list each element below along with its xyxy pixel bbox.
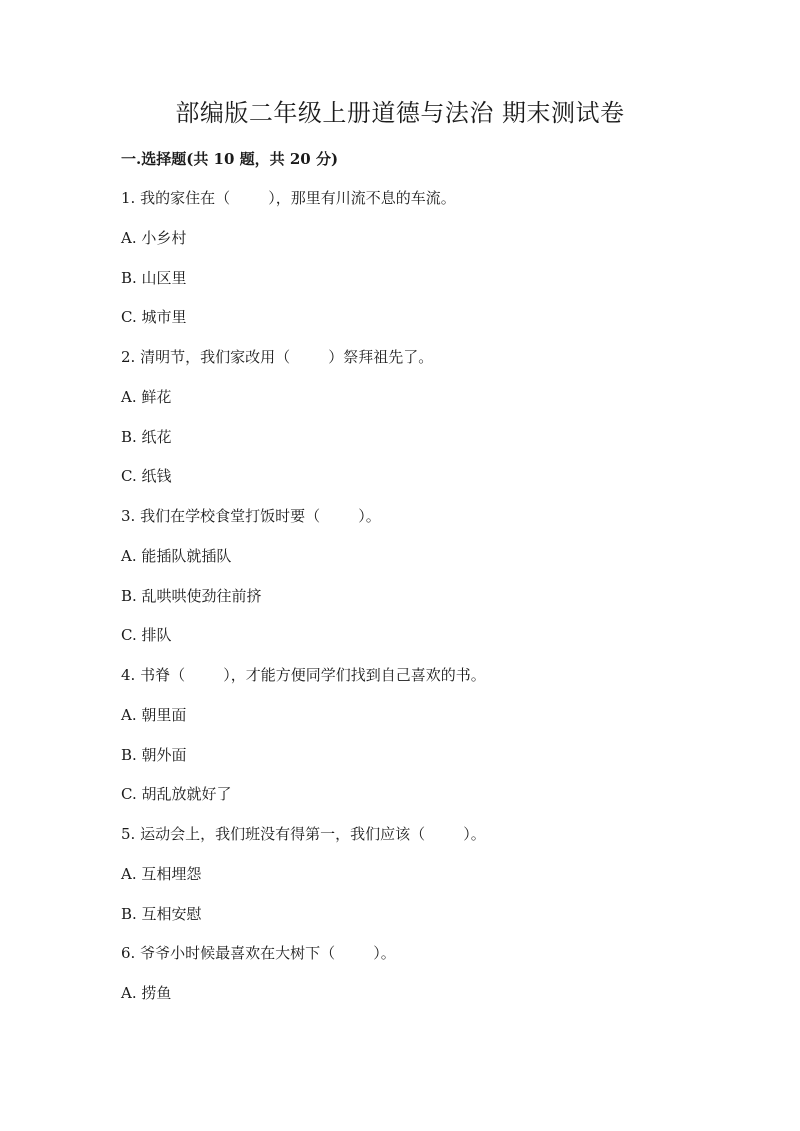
question-4-option-a: A. 朝里面 [121,705,187,724]
question-4-stem: 4. 书脊（ ），才能方便同学们找到自己喜欢的书。 [121,666,486,684]
question-list [121,186,721,1021]
question-1-stem: 1. 我的家住在（ ），那里有川流不息的车流。 [121,189,456,207]
question-5-stem: 5. 运动会上，我们班没有得第一，我们应该（ ）。 [121,825,486,843]
question-3-option-b: B. 乱哄哄使劲往前挤 [121,586,262,605]
question-5-option-a: A. 互相埋怨 [121,864,202,883]
question-2-option-c: C. 纸钱 [121,467,172,486]
question-1-option-c: C. 城市里 [121,308,187,327]
question-1-option-b: B. 山区里 [121,268,187,287]
question-6-option-a: A. 捞鱼 [121,984,172,1002]
question-2-option-a: A. 鲜花 [121,387,172,406]
question-3-option-c: C. 排队 [121,626,172,645]
question-4-option-c: C. 胡乱放就好了 [121,785,232,804]
question-3-option-a: A. 能插队就插队 [121,546,232,565]
question-2-stem: 2. 清明节，我们家改用（ ）祭拜祖先了。 [121,348,434,366]
page-title: 部编版二年级上册道德与法治 期末测试卷 [175,99,625,127]
section-heading: 一.选择题(共 10 题，共 20 分) [121,150,339,168]
question-6-stem: 6. 爷爷小时候最喜欢在大树下（ ）。 [121,944,396,963]
question-2-option-b: B. 纸花 [121,427,172,446]
question-4-option-b: B. 朝外面 [121,745,187,764]
question-1-option-a: A. 小乡村 [121,228,187,247]
question-3-stem: 3. 我们在学校食堂打饭时要（ ）。 [121,507,381,525]
question-5-option-b: B. 互相安慰 [121,904,202,923]
